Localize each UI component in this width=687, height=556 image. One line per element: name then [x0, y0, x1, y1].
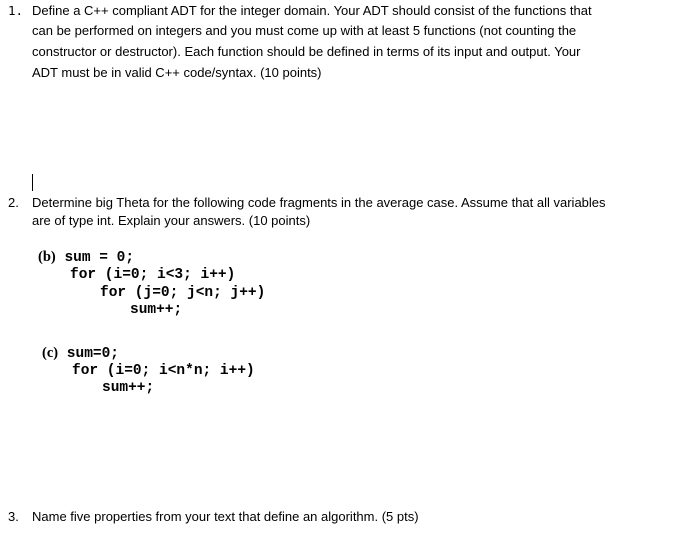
code-fragment-b-label: (b)	[38, 249, 56, 265]
question-1-line-3: constructor or destructor). Each function should be defined in terms of its input and output. Your	[32, 44, 581, 59]
code-fragment-c-label: (c)	[42, 345, 59, 361]
code-fragment-c-line-3: sum++;	[102, 380, 155, 396]
code-fragment-c-first-line: sum=0;	[66, 346, 120, 362]
question-1-number: 1.	[8, 3, 24, 18]
question-2-line-2: are of type int. Explain your answers. (10 points)	[32, 213, 311, 228]
code-fragment-b-line-4: sum++;	[130, 302, 183, 318]
question-3-line-1: Name five properties from your text that define an algorithm. (5 pts)	[32, 509, 419, 524]
question-1-line-2: can be performed on integers and you must come up with at least 5 functions (not counting the	[32, 23, 577, 38]
question-2-line-1: Determine big Theta for the following code fragments in the average case. Assume that all variables	[32, 195, 606, 210]
question-1-line-1: Define a C++ compliant ADT for the integer domain. Your ADT should consist of the functions that	[32, 3, 592, 18]
code-fragment-c-line-2: for (i=0; i<n*n; i++)	[72, 363, 255, 379]
question-1-line-4: ADT must be in valid C++ code/syntax. (10 points)	[32, 65, 322, 80]
code-fragment-c-line-1	[42, 344, 119, 363]
code-fragment-b-first-line: sum = 0;	[64, 250, 135, 266]
code-fragment-b-line-1	[38, 248, 134, 267]
code-fragment-b-line-3: for (j=0; j<n; j++)	[100, 285, 266, 301]
text-cursor	[32, 174, 33, 191]
question-2-number: 2.	[8, 195, 19, 210]
code-fragment-b-line-2: for (i=0; i<3; i++)	[70, 267, 236, 283]
question-3-number: 3.	[8, 509, 19, 524]
